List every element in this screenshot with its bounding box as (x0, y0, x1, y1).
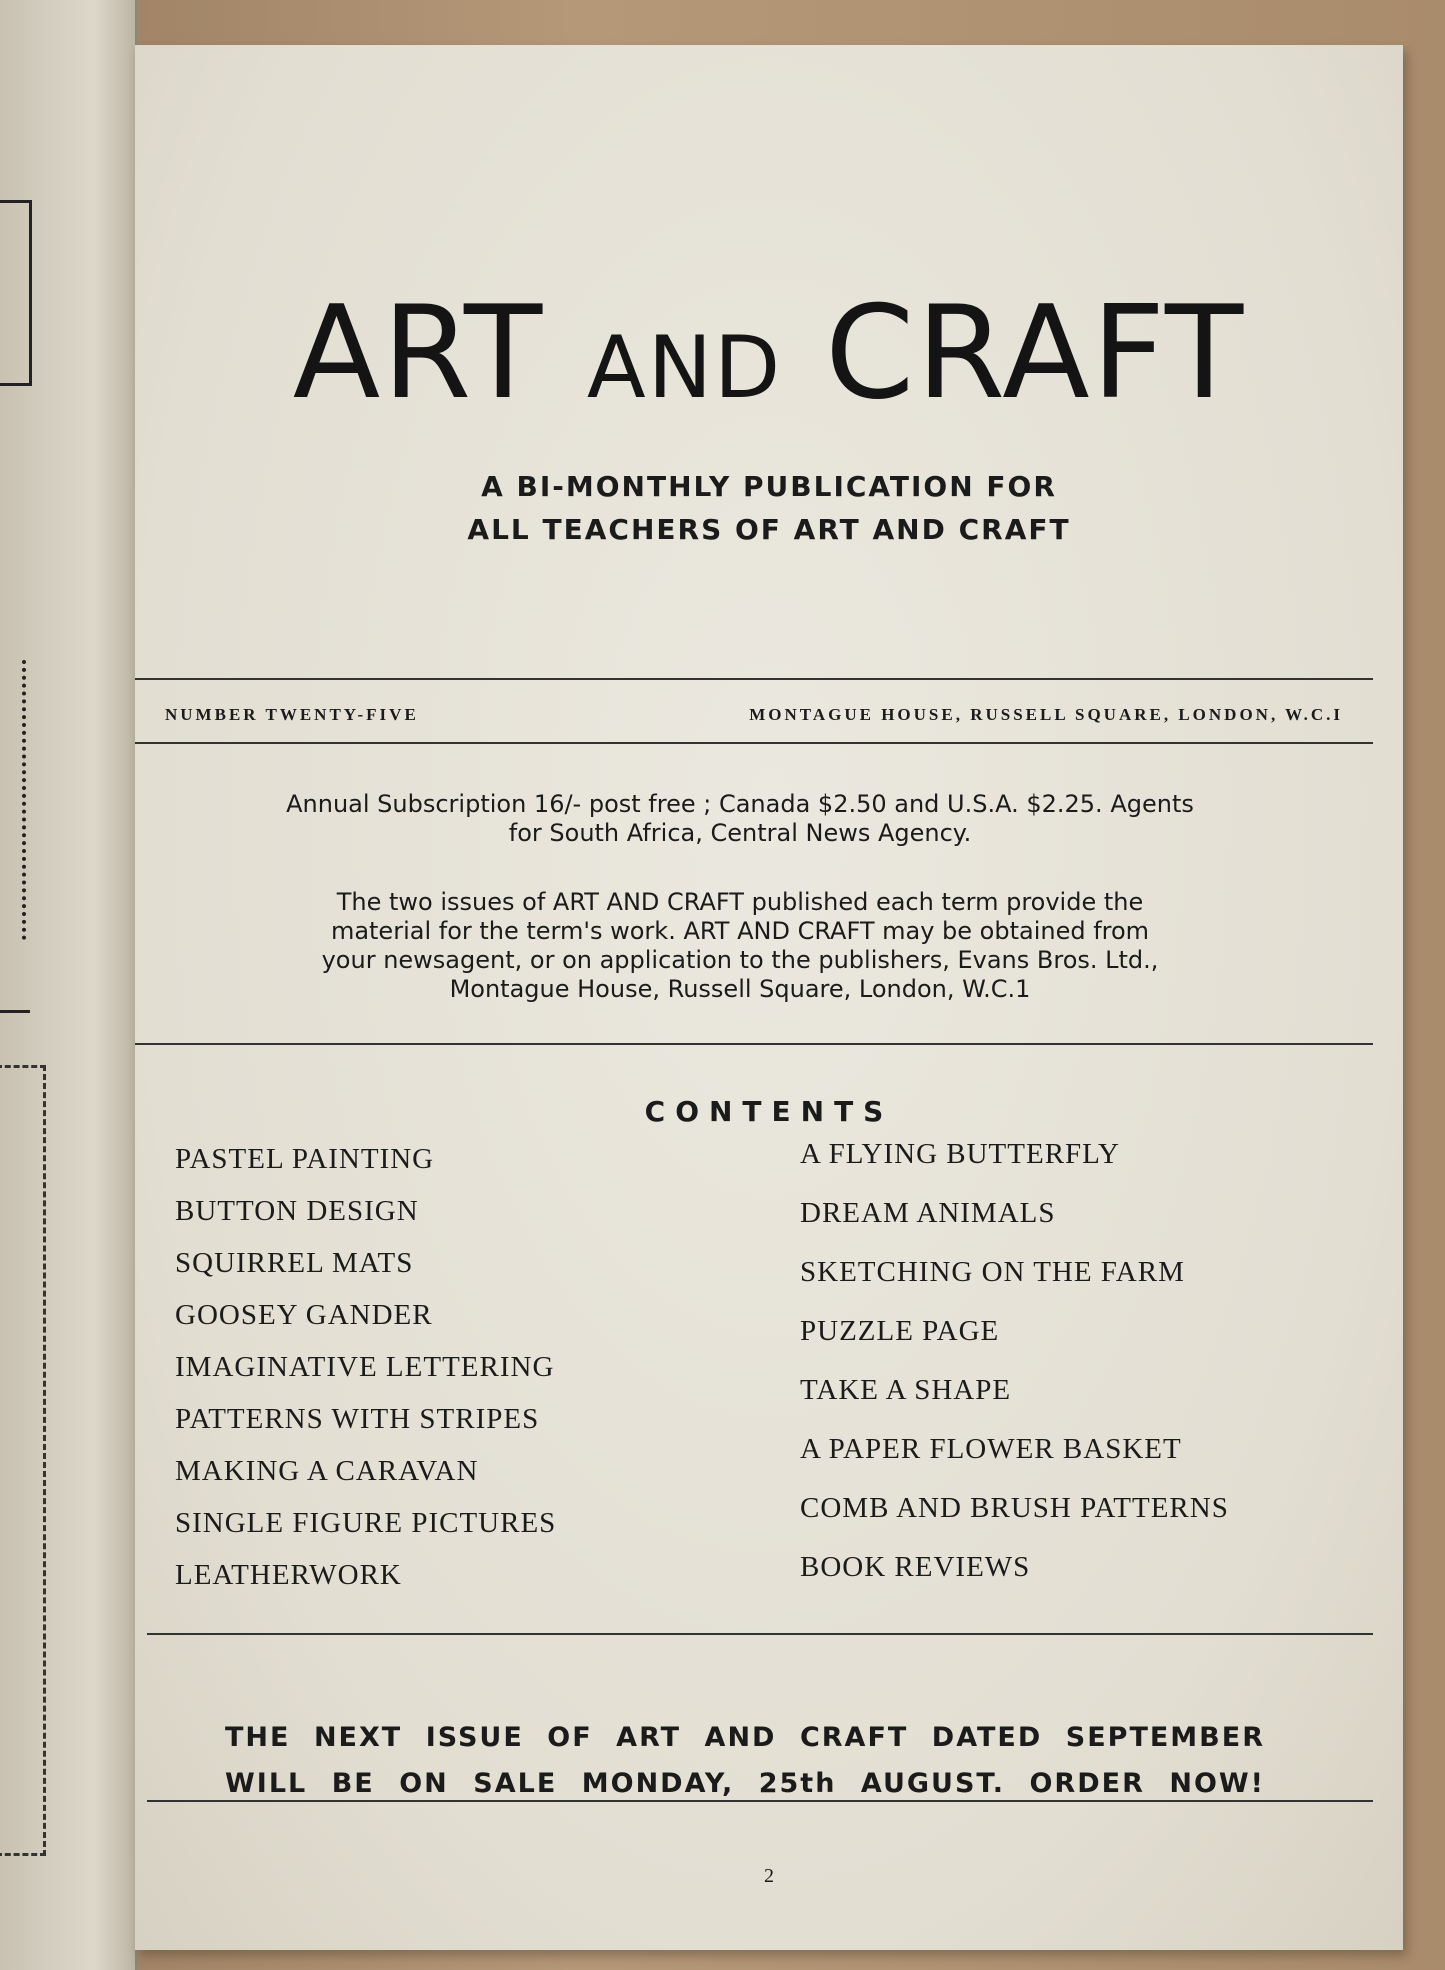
facing-page-border (0, 1065, 46, 1856)
subscription-line-2: for South Africa, Central News Agency. (508, 819, 972, 847)
contents-item: A PAPER FLOWER BASKET (800, 1433, 1182, 1465)
contents-item: BUTTON DESIGN (175, 1195, 419, 1227)
subscription-line-1: Annual Subscription 16/- post free ; Canada $2.50 and U.S.A. $2.25. Agents (286, 790, 1194, 818)
page-title (135, 279, 1403, 428)
facing-page-frame (0, 200, 32, 386)
divider-notice-bottom (147, 1800, 1373, 1802)
contents-item: A FLYING BUTTERFLY (800, 1138, 1120, 1170)
publisher-note (245, 888, 1235, 1004)
contents-item: PASTEL PAINTING (175, 1143, 435, 1175)
facing-page-rule (0, 1010, 30, 1013)
contents-item: MAKING A CARAVAN (175, 1455, 479, 1487)
divider-top (135, 678, 1373, 680)
subtitle-line-2: ALL TEACHERS OF ART AND CRAFT (467, 513, 1071, 546)
contents-item: LEATHERWORK (175, 1559, 402, 1591)
contents-item: GOOSEY GANDER (175, 1299, 433, 1331)
subscription-info (245, 790, 1235, 848)
contents-item: COMB AND BRUSH PATTERNS (800, 1492, 1229, 1524)
divider-info-bottom (135, 742, 1373, 744)
subtitle (135, 465, 1403, 551)
notice-line-2: WILL BE ON SALE MONDAY, 25th AUGUST. ORDER NOW! (225, 1768, 1265, 1799)
publisher-address: MONTAGUE HOUSE, RUSSELL SQUARE, LONDON, W.C.I (749, 705, 1343, 724)
subtitle-line-1: A BI-MONTHLY PUBLICATION FOR (481, 470, 1057, 503)
contents-item: PUZZLE PAGE (800, 1315, 1000, 1347)
contents-right-column (800, 1125, 1229, 1597)
contents-item: BOOK REVIEWS (800, 1551, 1031, 1583)
notice-line-1: THE NEXT ISSUE OF ART AND CRAFT DATED SEPTEMBER (225, 1722, 1265, 1753)
issue-info-bar (165, 705, 1343, 725)
facing-page (0, 0, 137, 1970)
next-issue-notice (225, 1715, 1265, 1807)
issue-number: NUMBER TWENTY-FIVE (165, 705, 419, 724)
publisher-note-line-3: your newsagent, or on application to the publishers, Evans Bros. Ltd., (321, 946, 1159, 974)
contents-item: TAKE A SHAPE (800, 1374, 1012, 1406)
magazine-page (135, 45, 1403, 1950)
contents-heading: CONTENTS (644, 1095, 894, 1128)
contents-item: SINGLE FIGURE PICTURES (175, 1507, 557, 1539)
title-and: AND (586, 318, 783, 418)
facing-page-ornament (0, 660, 26, 940)
page-number: 2 (764, 1865, 774, 1887)
title-art: ART (292, 279, 545, 428)
contents-item: SQUIRREL MATS (175, 1247, 414, 1279)
divider-contents-top (135, 1043, 1373, 1045)
contents-item: PATTERNS WITH STRIPES (175, 1403, 540, 1435)
title-craft: CRAFT (824, 279, 1246, 428)
contents-item: DREAM ANIMALS (800, 1197, 1056, 1229)
contents-item: SKETCHING ON THE FARM (800, 1256, 1185, 1288)
divider-notice-top (147, 1633, 1373, 1635)
contents-item: IMAGINATIVE LETTERING (175, 1351, 555, 1383)
publisher-note-line-2: material for the term's work. ART AND CRAFT may be obtained from (330, 917, 1150, 945)
contents-left-column (175, 1133, 556, 1601)
publisher-note-line-4: Montague House, Russell Square, London, W.C.1 (449, 975, 1031, 1003)
publisher-note-line-1: The two issues of ART AND CRAFT published each term provide the (336, 888, 1144, 916)
